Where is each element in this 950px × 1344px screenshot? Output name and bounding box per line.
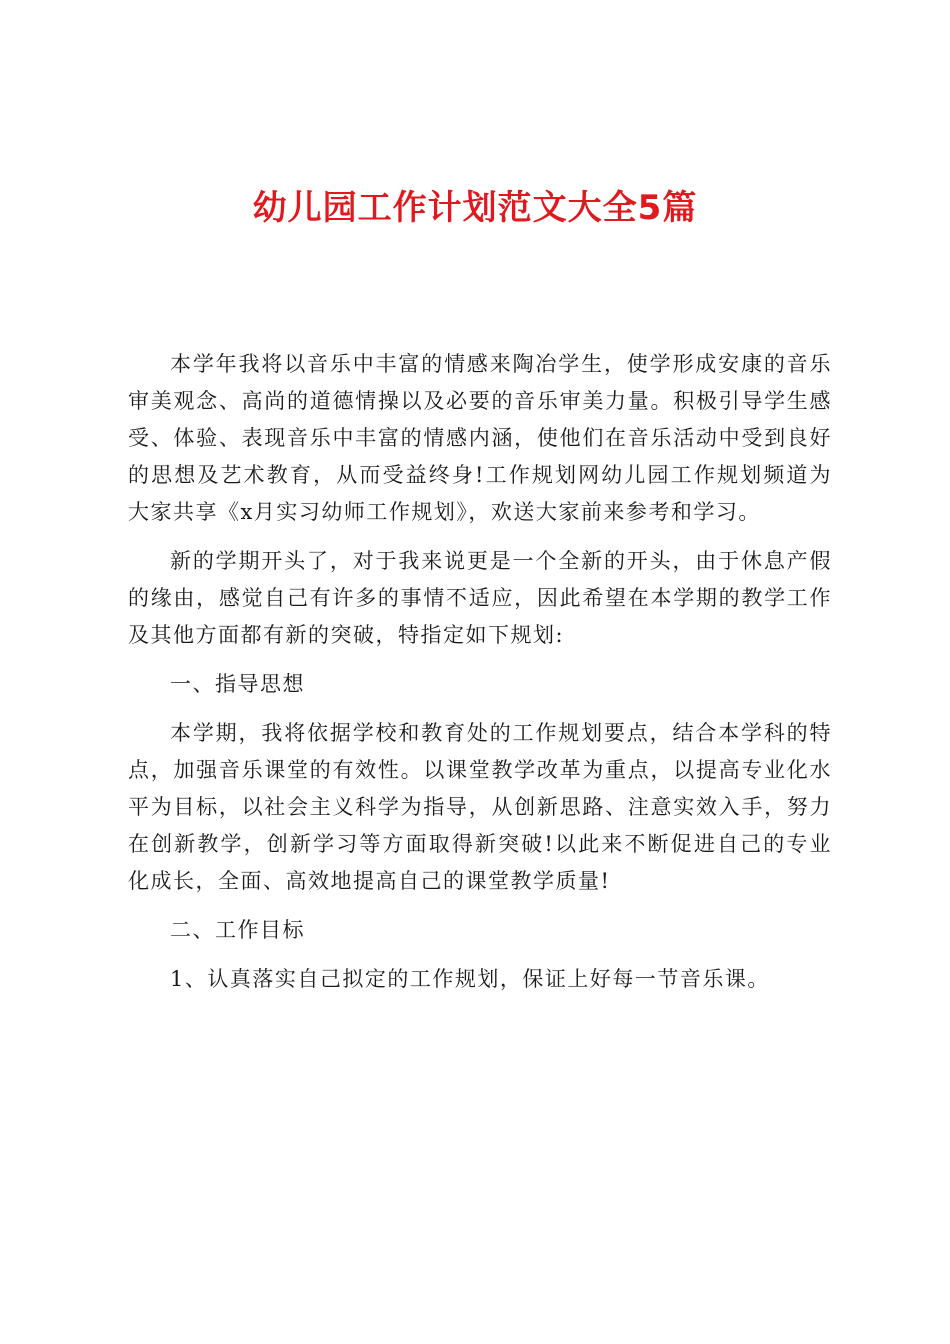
list-item-goal-1: 1、认真落实自己拟定的工作规划，保证上好每一节音乐课。 [170,967,770,991]
paragraph-new-semester: 新的学期开头了，对于我来说更是一个全新的开头，由于休息产假的缘由，感觉自己有许多的事情不适应，因此希望在本学期的教学工作及其他方面都有新的突破，特指定如下规划: [128,549,832,647]
section-heading-work-goals: 二、工作目标 [170,918,305,942]
document-body [128,346,832,998]
paragraph-guiding-ideology: 本学期，我将依据学校和教育处的工作规划要点，结合本学科的特点，加强音乐课堂的有效性。以课堂教学改革为重点，以提高专业化水平为目标，以社会主义科学为指导，从创新思路、注意实效入手，努力在创新教学，创新学习等方面取得新突破!以此来不断促进自己的专业化成长，全面、高效地提高自己的课堂教学质量! [128,721,832,893]
paragraph-intro: 本学年我将以音乐中丰富的情感来陶冶学生，使学形成安康的音乐审美观念、高尚的道德情操以及必要的音乐审美力量。积极引导学生感受、体验、表现音乐中丰富的情感内涵，使他们在音乐活动中受到良好的思想及艺术教育，从而受益终身!工作规划网幼儿园工作规划频道为大家共享《x月实习幼师工作规划》，欢送大家前来参考和学习。 [128,352,832,524]
document-title: 幼儿园工作计划范文大全5篇 [252,188,698,228]
section-heading-guiding-ideology: 一、指导思想 [170,672,305,696]
